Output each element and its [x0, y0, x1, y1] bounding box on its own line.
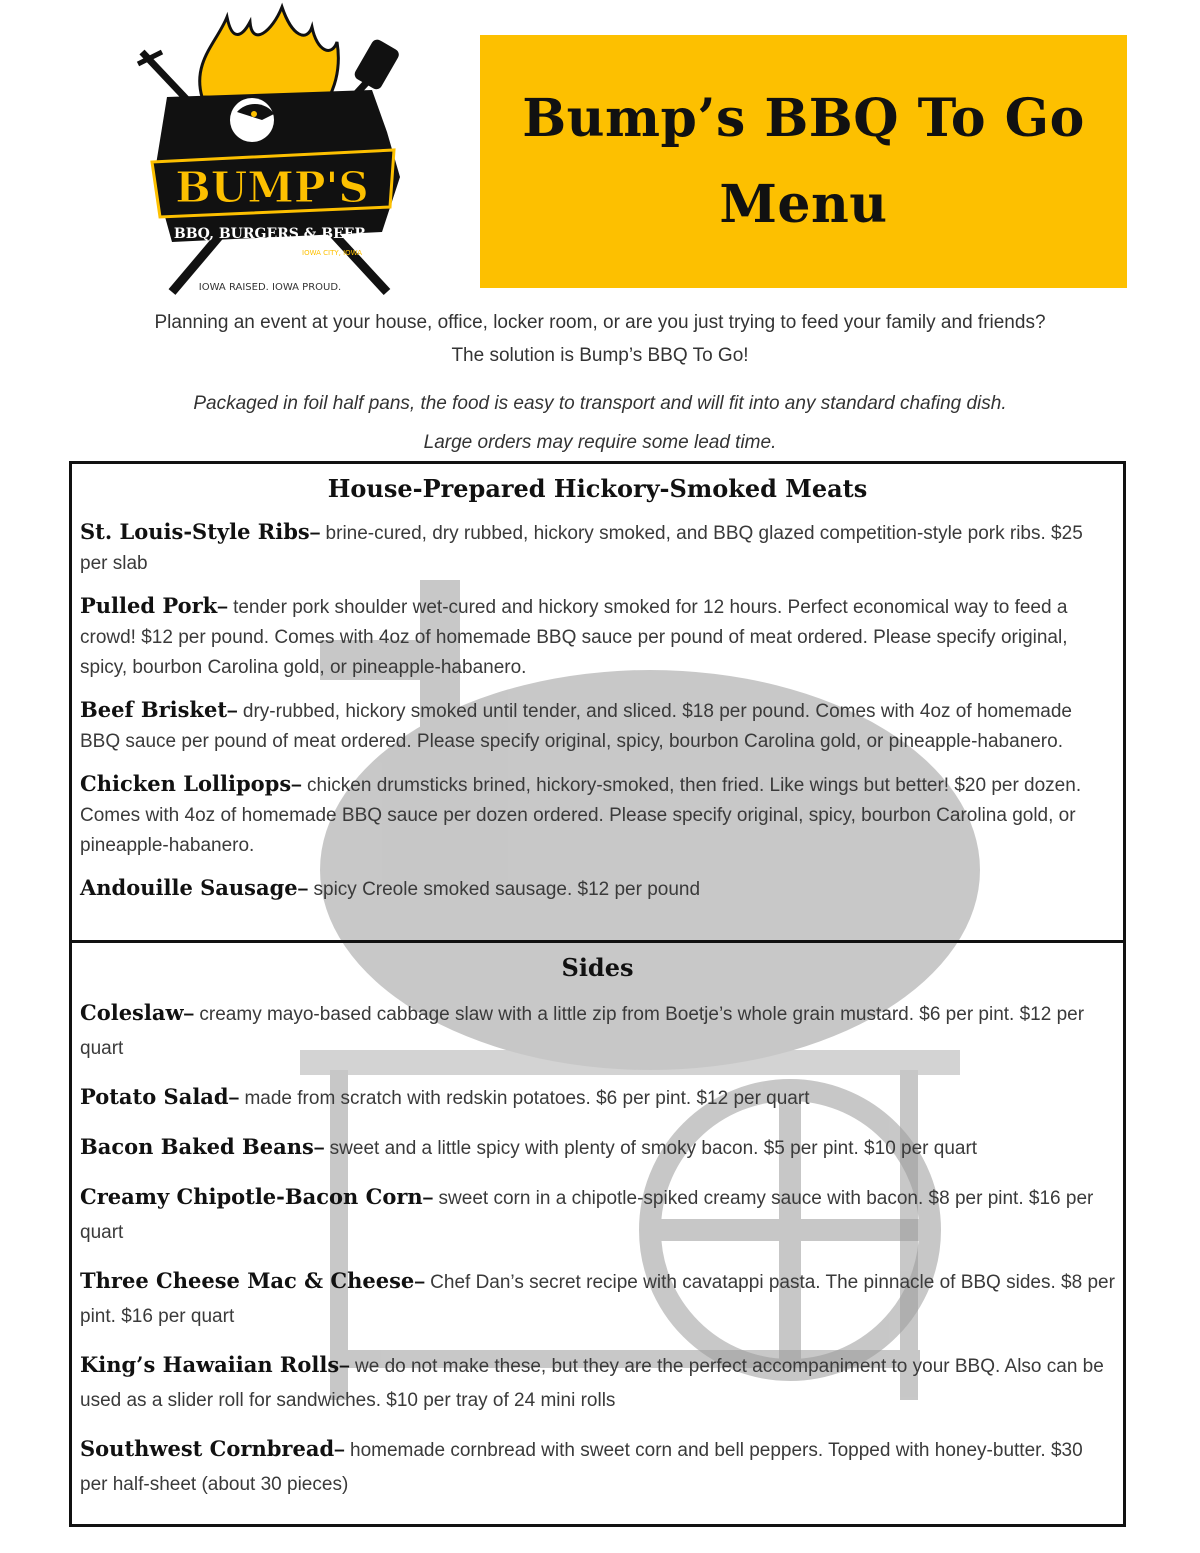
- item-description: creamy mayo-based cabbage slaw with a little zip from Boetje’s whole grain mustard. $6 per pint. $12 per quart: [80, 1004, 1085, 1059]
- menu-item: St. Louis-Style Ribs– brine-cured, dry rubbed, hickory smoked, and BBQ glazed competition-style pork ribs. $25 per slab: [80, 519, 1083, 574]
- item-description: Chef Dan’s secret recipe with cavatappi pasta. The pinnacle of BBQ sides. $8 per pint. $16 per quart: [80, 1272, 1115, 1327]
- item-name: St. Louis-Style Ribs: [80, 519, 310, 544]
- item-name: Andouille Sausage: [80, 875, 298, 900]
- sides-section: [69, 940, 1126, 1527]
- item-name: Three Cheese Mac & Cheese: [80, 1268, 415, 1293]
- intro-note-2: Large orders may require some lead time.: [423, 432, 777, 453]
- menu-item: Coleslaw– creamy mayo-based cabbage slaw with a little zip from Boetje’s whole grain mustard. $6 per pint. $12 per quart: [80, 1000, 1085, 1059]
- menu-item: Chicken Lollipops– chicken drumsticks brined, hickory-smoked, then fried. Like wings but better! $20 per dozen. Comes with 4oz of homemade BBQ sauce per dozen ordered. Please specify original, spicy, bourbon Carolina gold, or pineapple-habanero.: [80, 771, 1082, 856]
- menu-item: Three Cheese Mac & Cheese– Chef Dan’s secret recipe with cavatappi pasta. The pinnacle of BBQ sides. $8 per pint. $16 per quart: [80, 1268, 1115, 1327]
- menu-item: Bacon Baked Beans– sweet and a little spicy with plenty of smoky bacon. $5 per pint. $10 per quart: [80, 1134, 978, 1159]
- item-description: spicy Creole smoked sausage. $12 per pound: [308, 879, 701, 900]
- item-description: sweet corn in a chipotle-spiked creamy sauce with bacon. $8 per pint. $16 per quart: [80, 1188, 1094, 1243]
- title-box: [480, 35, 1127, 288]
- item-description: chicken drumsticks brined, hickory-smoked, then fried. Like wings but better! $20 per dozen. Comes with 4oz of homemade BBQ sauce per dozen ordered. Please specify original, spicy, bourbon Carolina gold, or pineapple-habanero.: [80, 775, 1082, 856]
- sides-section-title: Sides: [561, 953, 634, 982]
- menu-item: Andouille Sausage– spicy Creole smoked sausage. $12 per pound: [80, 875, 701, 900]
- item-description: brine-cured, dry rubbed, hickory smoked, and BBQ glazed competition-style pork ribs. $25 per slab: [80, 523, 1083, 574]
- item-description: made from scratch with redskin potatoes. $6 per pint. $12 per quart: [239, 1088, 810, 1109]
- item-name: Creamy Chipotle-Bacon Corn: [80, 1184, 423, 1209]
- item-name: King’s Hawaiian Rolls: [80, 1352, 340, 1377]
- item-name: Pulled Pork: [80, 593, 218, 618]
- item-name: Beef Brisket: [80, 697, 228, 722]
- menu-item: Creamy Chipotle-Bacon Corn– sweet corn in a chipotle-spiked creamy sauce with bacon. $8 per pint. $16 per quart: [80, 1184, 1094, 1243]
- item-name: Bacon Baked Beans: [80, 1134, 314, 1159]
- logo-location: IOWA CITY, IOWA: [302, 249, 362, 257]
- menu-item: Beef Brisket– dry-rubbed, hickory smoked until tender, and sliced. $18 per pound. Comes with 4oz of homemade BBQ sauce per pound of meat ordered. Please specify original, spicy, bourbon Carolina gold, or pineapple-habanero.: [80, 697, 1072, 752]
- menu-item: King’s Hawaiian Rolls– we do not make these, but they are the perfect accompaniment to your BBQ. Also can be used as a slider roll for sandwiches. $10 per tray of 24 mini rolls: [80, 1352, 1104, 1411]
- item-description: dry-rubbed, hickory smoked until tender, and sliced. $18 per pound. Comes with 4oz of homemade BBQ sauce per pound of meat ordered. Please specify original, spicy, bourbon Carolina gold, or pineapple-habanero.: [80, 701, 1072, 752]
- menu-item: Pulled Pork– tender pork shoulder wet-cured and hickory smoked for 12 hours. Perfect economical way to feed a crowd! $12 per pound. Comes with 4oz of homemade BBQ sauce per pound of meat ordered. Please specify original, spicy, bourbon Carolina gold, or pineapple-habanero.: [80, 593, 1068, 678]
- item-name: Chicken Lollipops: [80, 771, 292, 796]
- page-title: Bump’s BBQ To Go: [522, 87, 1085, 149]
- item-description: tender pork shoulder wet-cured and hickory smoked for 12 hours. Perfect economical way to feed a crowd! $12 per pound. Comes with 4oz of homemade BBQ sauce per pound of meat ordered. Please specify original, spicy, bourbon Carolina gold, or pineapple-habanero.: [80, 597, 1068, 678]
- logo-brand: BUMP'S: [175, 163, 369, 212]
- bumps-logo: [132, 2, 404, 302]
- logo-tagline: BBQ, BURGERS & BEER: [173, 226, 367, 242]
- menu-item: Potato Salad– made from scratch with redskin potatoes. $6 per pint. $12 per quart: [80, 1084, 810, 1109]
- item-name: Southwest Cornbread: [80, 1436, 335, 1461]
- item-description: sweet and a little spicy with plenty of smoky bacon. $5 per pint. $10 per quart: [324, 1138, 978, 1159]
- page-subtitle: Menu: [719, 173, 888, 235]
- meats-section-title: House-Prepared Hickory-Smoked Meats: [327, 474, 868, 503]
- item-name: Coleslaw: [80, 1000, 184, 1025]
- intro-line-1: Planning an event at your house, office, locker room, or are you just trying to feed your family and friends?: [154, 312, 1046, 333]
- item-description: homemade cornbread with sweet corn and bell peppers. Topped with honey-butter. $30 per half-sheet (about 30 pieces): [80, 1440, 1083, 1495]
- meats-section: [69, 461, 1126, 943]
- logo-motto: IOWA RAISED. IOWA PROUD.: [198, 282, 342, 293]
- intro-line-2: The solution is Bump’s BBQ To Go!: [451, 345, 749, 366]
- menu-item: Southwest Cornbread– homemade cornbread with sweet corn and bell peppers. Topped with honey-butter. $30 per half-sheet (about 30 pieces): [80, 1436, 1083, 1495]
- intro-note-1: Packaged in foil half pans, the food is easy to transport and will fit into any standard chafing dish.: [193, 393, 1007, 414]
- item-description: we do not make these, but they are the perfect accompaniment to your BBQ. Also can be used as a slider roll for sandwiches. $10 per tray of 24 mini rolls: [80, 1356, 1104, 1411]
- item-name: Potato Salad: [80, 1084, 229, 1109]
